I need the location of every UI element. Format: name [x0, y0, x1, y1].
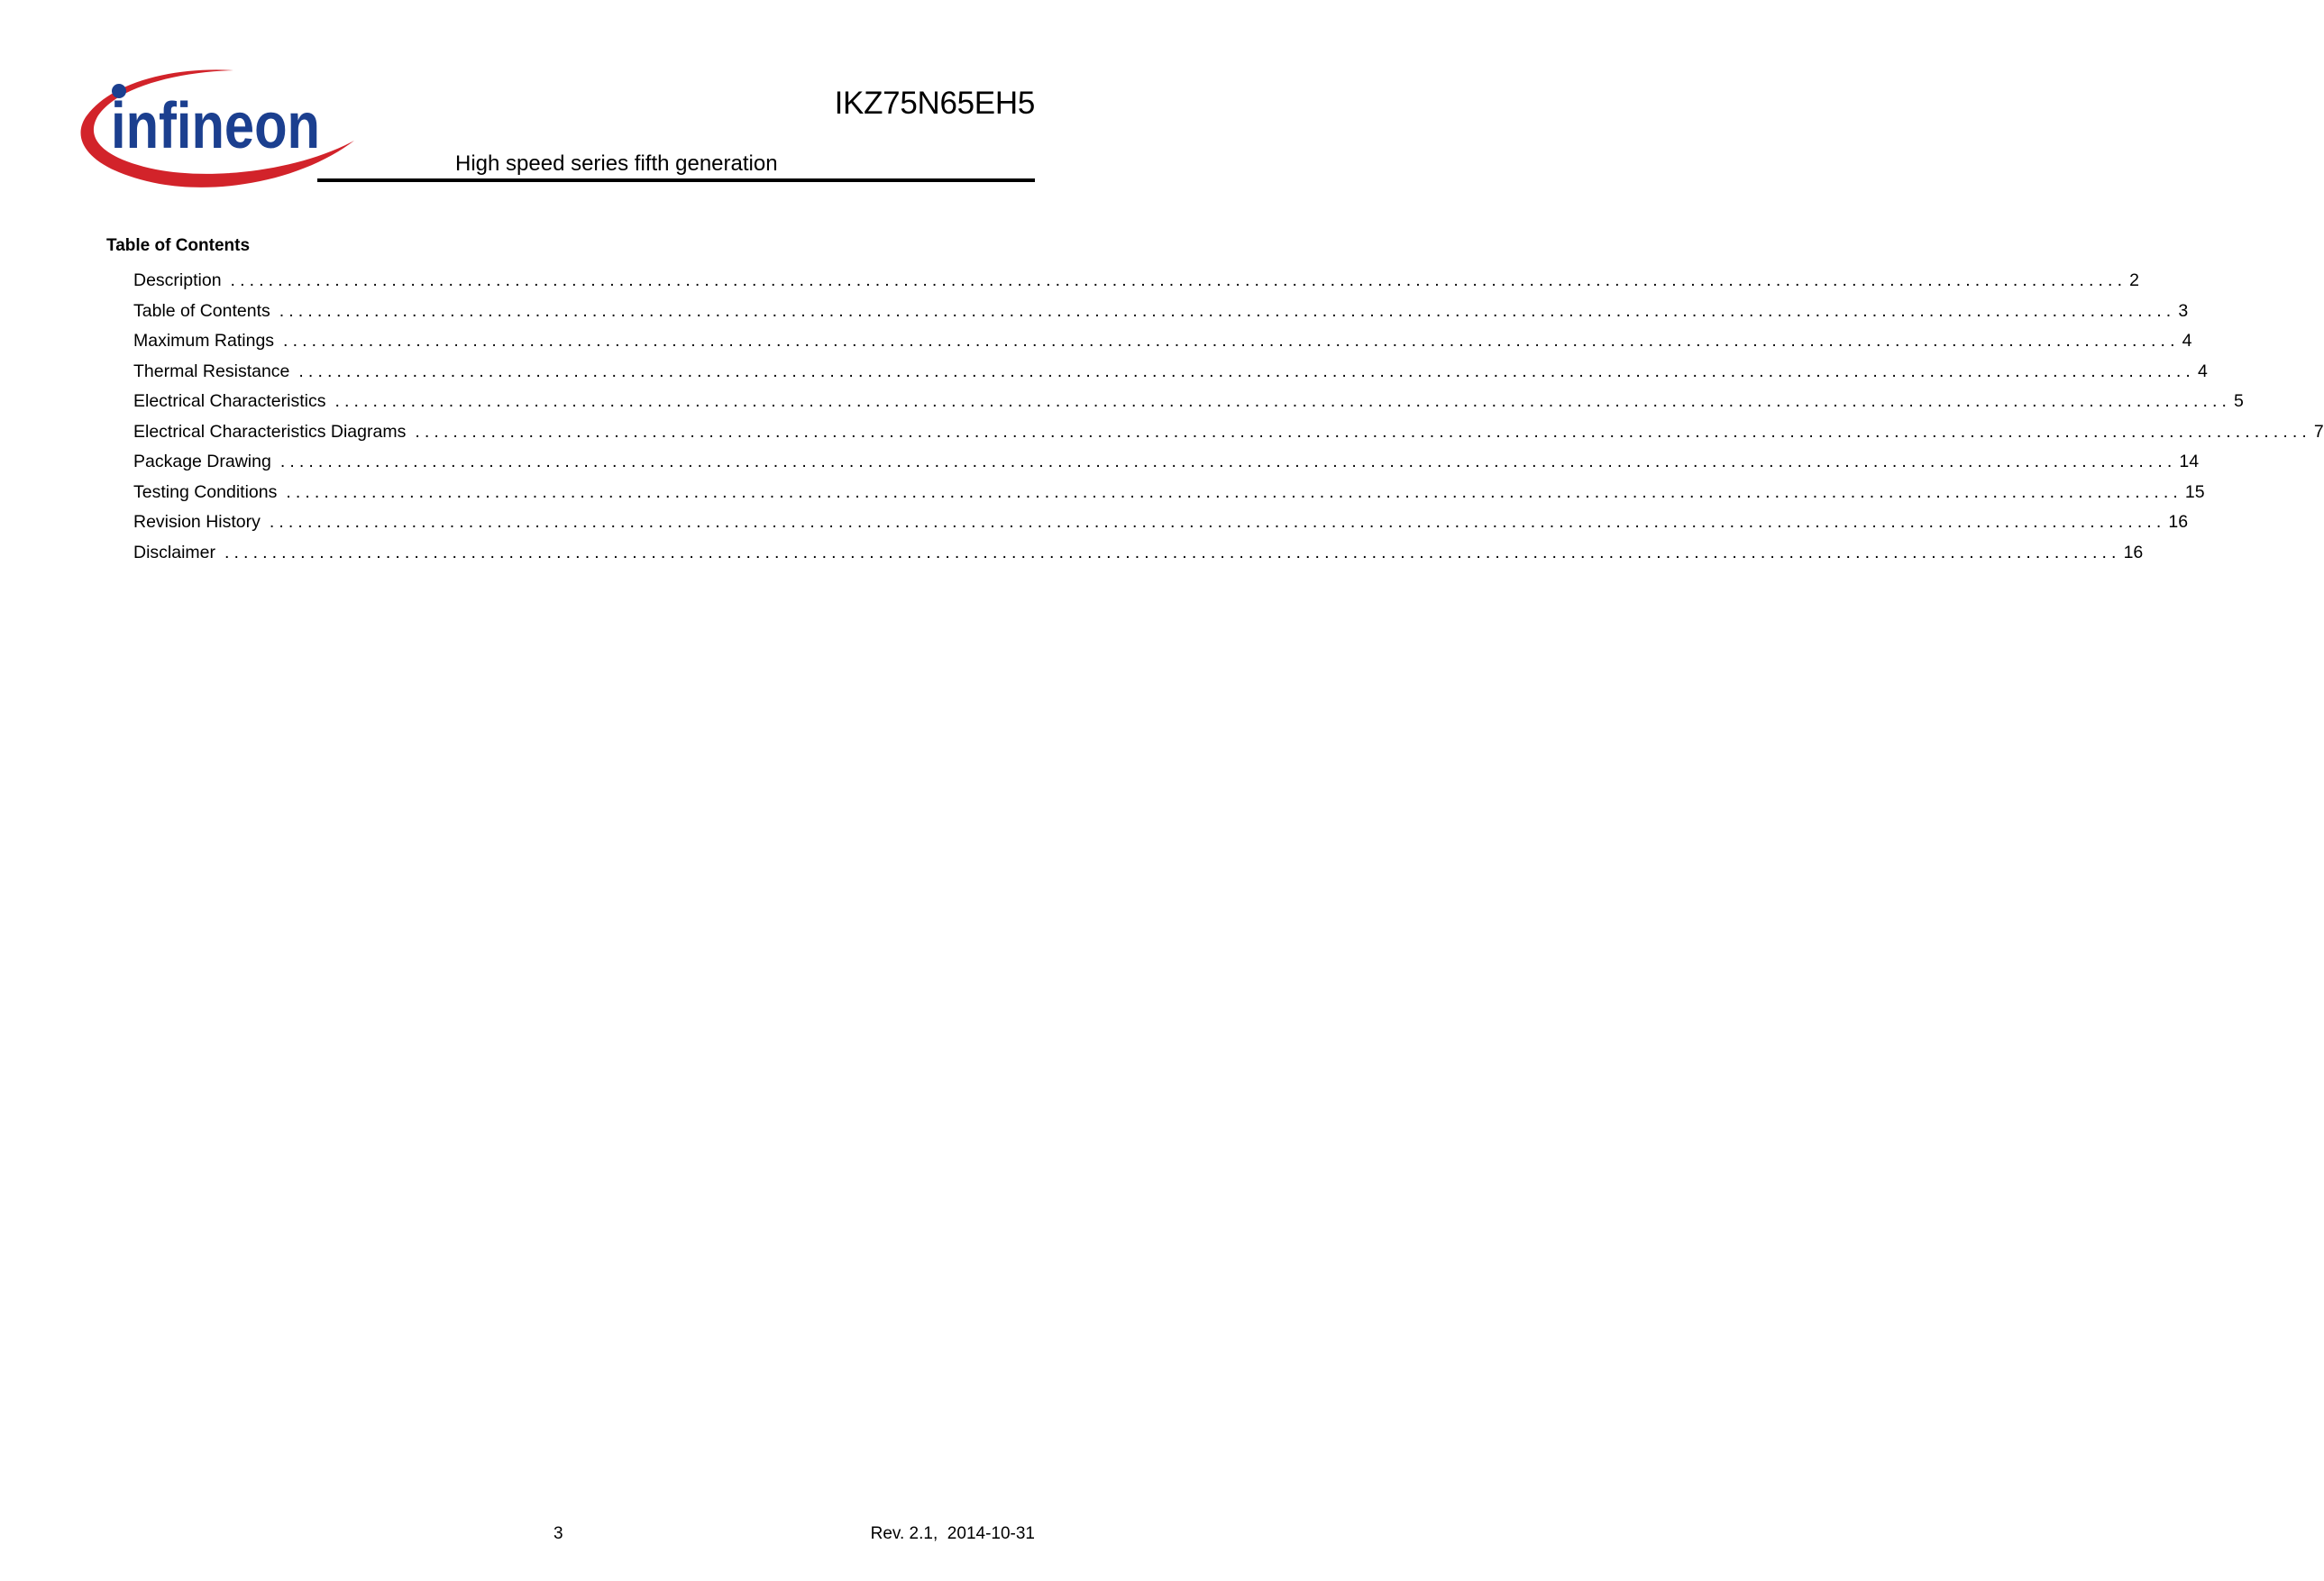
toc-entry-title: Electrical Characteristics Diagrams — [133, 421, 407, 442]
toc-entry-revision-history[interactable] — [133, 511, 2189, 542]
toc-entry-page: 5 — [2234, 391, 2244, 411]
toc-entry-maximum-ratings[interactable] — [133, 330, 2192, 361]
toc-entry-title: Thermal Resistance — [133, 361, 290, 381]
toc-leader: ........................................................................................................................................................................................................ — [269, 512, 2166, 532]
toc-entry-title: Maximum Ratings — [133, 331, 275, 351]
toc-entry-title: Revision History — [133, 512, 261, 532]
toc-heading: Table of Contents — [106, 236, 251, 255]
toc-entry-page: 16 — [2168, 512, 2189, 532]
toc-leader: ........................................................................................................................................................................................................ — [230, 270, 2127, 290]
toc-entry-page: 4 — [2182, 331, 2192, 351]
toc-entry-title: Disclaimer — [133, 542, 216, 562]
toc-entry-page: 15 — [2184, 481, 2205, 502]
series-subtitle: High speed series fifth generation — [455, 151, 778, 176]
toc-leader: ........................................................................................................................................................................................................ — [224, 542, 2121, 562]
part-number: IKZ75N65EH5 — [834, 86, 1035, 121]
toc-entry-page: 4 — [2197, 361, 2208, 381]
toc-entry-page: 16 — [2123, 542, 2144, 562]
toc-entry-title: Table of Contents — [133, 300, 270, 321]
toc-list — [133, 270, 2324, 571]
toc-leader: ........................................................................................................................................................................................................ — [279, 452, 2177, 471]
footer-page-number: 3 — [554, 1524, 563, 1543]
toc-leader: ........................................................................................................................................................................................................ — [298, 361, 2195, 381]
header-divider — [317, 178, 1035, 182]
toc-entry-title: Testing Conditions — [133, 481, 278, 502]
toc-entry-title: Package Drawing — [133, 452, 271, 471]
toc-entry-electrical-characteristics[interactable] — [133, 390, 2244, 421]
logo-wordmark: infineon — [111, 90, 320, 162]
toc-entry-table-of-contents[interactable] — [133, 300, 2189, 331]
toc-entry-electrical-characteristics-diagrams[interactable] — [133, 421, 2324, 452]
infineon-logo — [77, 65, 365, 193]
toc-leader: ........................................................................................................................................................................................................ — [334, 391, 2232, 411]
toc-entry-testing-conditions[interactable] — [133, 481, 2205, 512]
toc-entry-page: 3 — [2178, 300, 2189, 321]
toc-entry-thermal-resistance[interactable] — [133, 361, 2208, 391]
toc-entry-page: 2 — [2129, 270, 2139, 290]
footer-revision: Rev. 2.1, 2014-10-31 — [870, 1524, 1035, 1543]
toc-leader: ........................................................................................................................................................................................................ — [415, 421, 2311, 442]
toc-entry-title: Electrical Characteristics — [133, 391, 326, 411]
toc-entry-description[interactable] — [133, 270, 2139, 300]
toc-entry-package-drawing[interactable] — [133, 451, 2200, 481]
toc-entry-disclaimer[interactable] — [133, 542, 2144, 572]
toc-entry-page: 7 — [2313, 421, 2324, 442]
toc-leader: ........................................................................................................................................................................................................ — [279, 300, 2176, 321]
toc-leader: ........................................................................................................................................................................................................ — [286, 481, 2182, 502]
toc-entry-page: 14 — [2179, 452, 2200, 471]
toc-entry-title: Description — [133, 270, 222, 290]
infineon-logo-graphic — [77, 65, 365, 193]
toc-leader: ........................................................................................................................................................................................................ — [283, 331, 2180, 351]
